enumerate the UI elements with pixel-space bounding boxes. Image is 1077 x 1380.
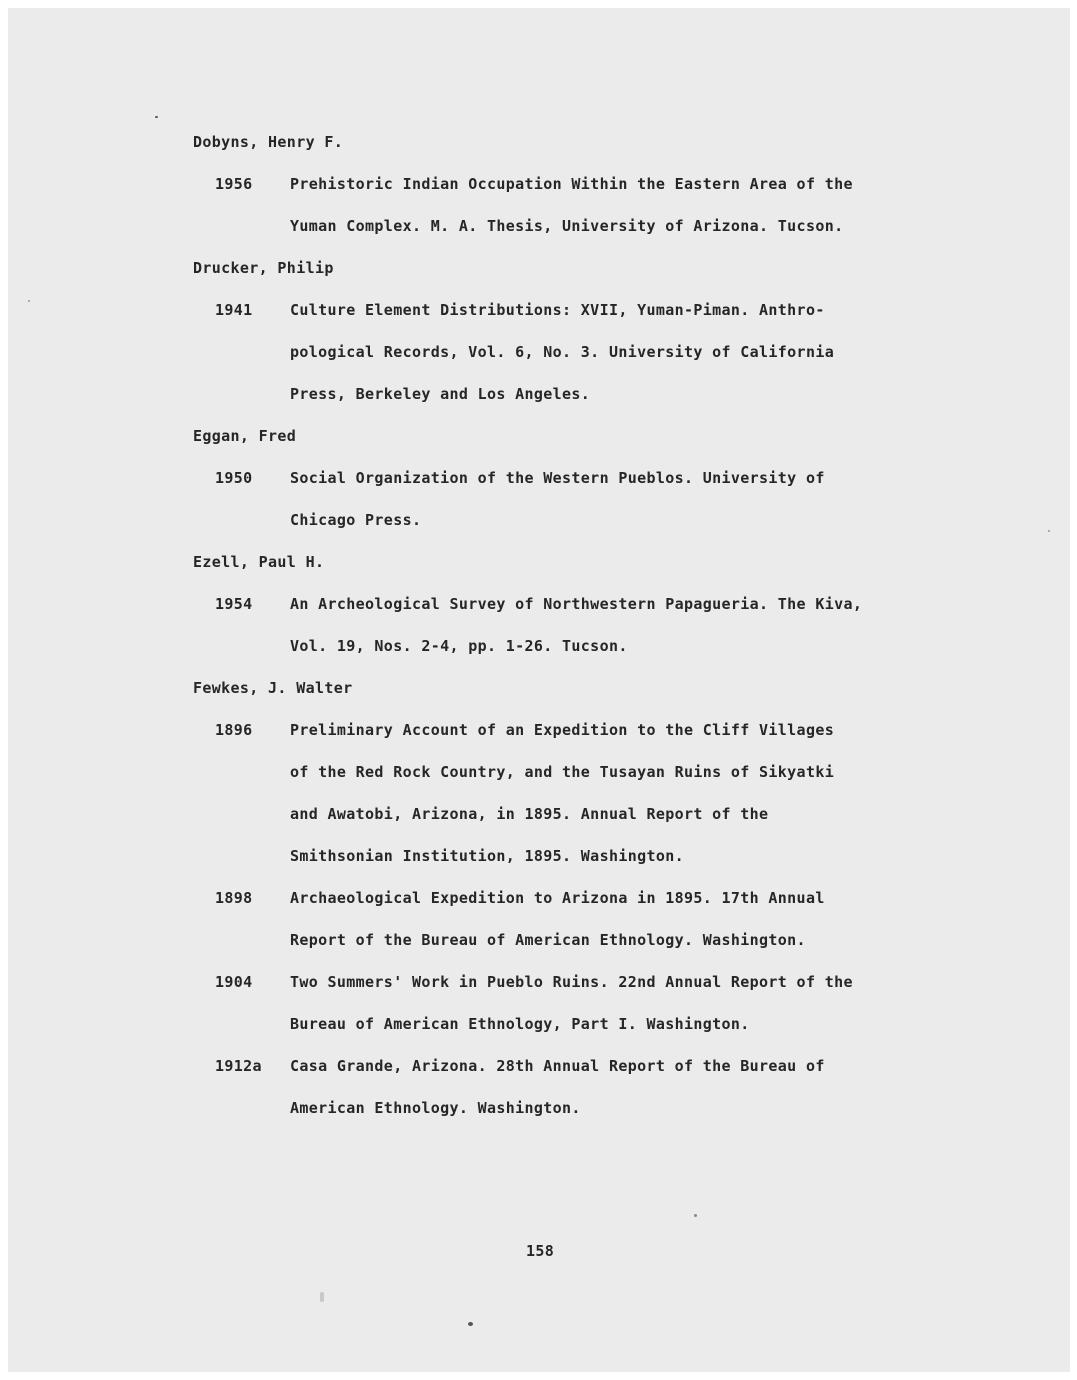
citation-line: of the Red Rock Country, and the Tusayan Ruins of Sikyatki bbox=[290, 763, 835, 781]
citation-line: Social Organization of the Western Pueblos. University of bbox=[290, 469, 825, 487]
year-1896: 1896 bbox=[215, 721, 253, 739]
citation-line: Press, Berkeley and Los Angeles. bbox=[290, 385, 591, 403]
year-1898: 1898 bbox=[215, 889, 253, 907]
author-dobyns: Dobyns, Henry F. bbox=[193, 133, 344, 151]
citation-line: Chicago Press. bbox=[290, 511, 422, 529]
year-1950: 1950 bbox=[215, 469, 253, 487]
citation-line: Smithsonian Institution, 1895. Washington. bbox=[290, 847, 684, 865]
scan-speck bbox=[320, 1292, 324, 1302]
scan-speck bbox=[155, 116, 158, 118]
citation-line: pological Records, Vol. 6, No. 3. University of California bbox=[290, 343, 835, 361]
scan-speck bbox=[1048, 530, 1050, 532]
page-number: 158 bbox=[526, 1242, 555, 1260]
author-drucker: Drucker, Philip bbox=[193, 259, 334, 277]
year-1954: 1954 bbox=[215, 595, 253, 613]
document-page bbox=[8, 8, 1070, 1372]
scan-speck bbox=[694, 1214, 697, 1217]
citation-line: Vol. 19, Nos. 2-4, pp. 1-26. Tucson. bbox=[290, 637, 628, 655]
year-1956: 1956 bbox=[215, 175, 253, 193]
citation-line: Bureau of American Ethnology, Part I. Washington. bbox=[290, 1015, 750, 1033]
year-1912a: 1912a bbox=[215, 1057, 262, 1075]
author-eggan: Eggan, Fred bbox=[193, 427, 297, 445]
author-ezell: Ezell, Paul H. bbox=[193, 553, 325, 571]
citation-line: and Awatobi, Arizona, in 1895. Annual Report of the bbox=[290, 805, 769, 823]
year-1941: 1941 bbox=[215, 301, 253, 319]
year-1904: 1904 bbox=[215, 973, 253, 991]
citation-line: American Ethnology. Washington. bbox=[290, 1099, 581, 1117]
citation-line: Casa Grande, Arizona. 28th Annual Report of the Bureau of bbox=[290, 1057, 825, 1075]
citation-line: Yuman Complex. M. A. Thesis, University of Arizona. Tucson. bbox=[290, 217, 844, 235]
citation-line: An Archeological Survey of Northwestern Papagueria. The Kiva, bbox=[290, 595, 863, 613]
citation-line: Archaeological Expedition to Arizona in 1895. 17th Annual bbox=[290, 889, 825, 907]
citation-line: Preliminary Account of an Expedition to the Cliff Villages bbox=[290, 721, 835, 739]
citation-line: Two Summers' Work in Pueblo Ruins. 22nd Annual Report of the bbox=[290, 973, 853, 991]
scan-speck bbox=[28, 300, 30, 302]
scan-speck bbox=[468, 1322, 473, 1326]
citation-line: Report of the Bureau of American Ethnology. Washington. bbox=[290, 931, 806, 949]
author-fewkes: Fewkes, J. Walter bbox=[193, 679, 353, 697]
citation-line: Prehistoric Indian Occupation Within the Eastern Area of the bbox=[290, 175, 853, 193]
citation-line: Culture Element Distributions: XVII, Yuman-Piman. Anthro- bbox=[290, 301, 825, 319]
